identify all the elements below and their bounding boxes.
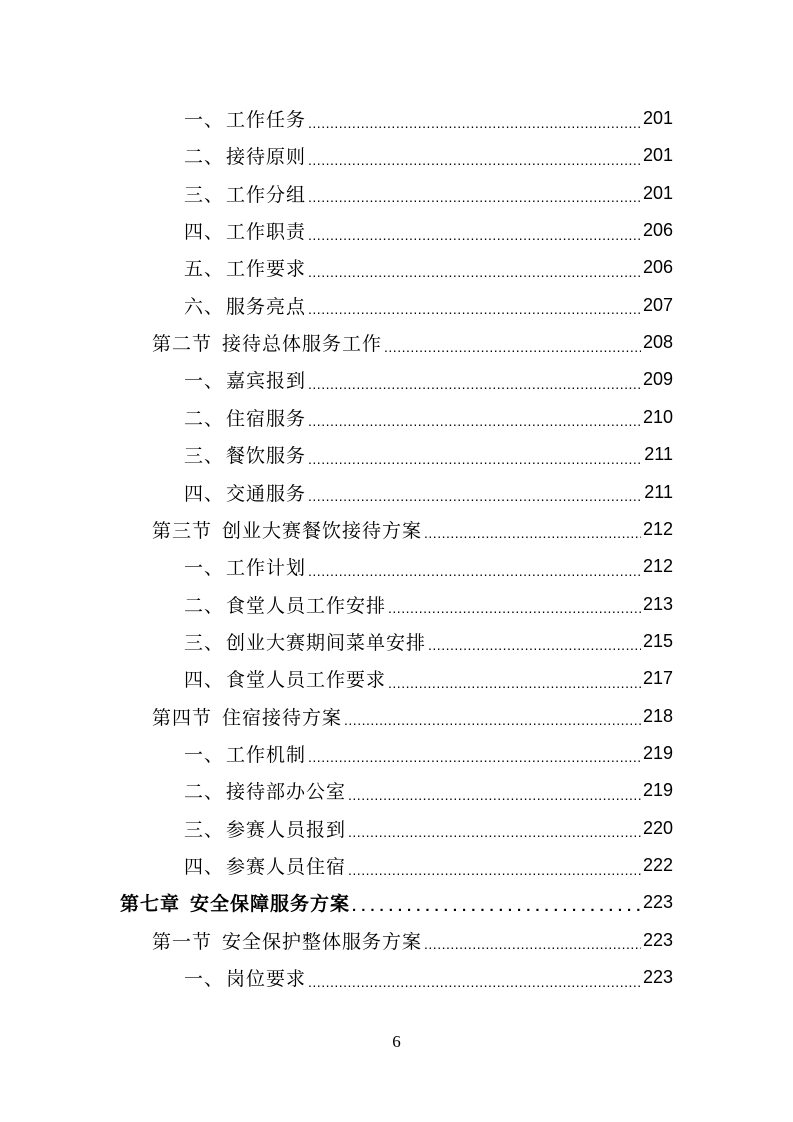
toc-entry-title: 工作分组 [226, 183, 307, 206]
toc-entry-page: 206 [642, 220, 673, 241]
toc-entry-page: 201 [642, 182, 673, 203]
toc-entry-page: 220 [642, 817, 673, 838]
dot-leader [308, 488, 642, 504]
page-number: 6 [392, 1032, 401, 1051]
toc-entry-page: 223 [642, 929, 673, 950]
toc-entry-number: 第一节 [152, 930, 213, 953]
toc-entry-page: 211 [644, 444, 673, 465]
toc-entry[interactable] [152, 698, 673, 735]
toc-entry-page: 212 [642, 556, 673, 577]
toc-entry-page: 210 [642, 406, 673, 427]
dot-leader [308, 264, 641, 280]
toc-entry-title: 工作任务 [226, 109, 307, 131]
toc-entry[interactable] [184, 137, 673, 174]
toc-entry[interactable] [184, 586, 673, 623]
toc-entry-title: 住宿接待方案 [222, 706, 343, 729]
toc-entry-title: 接待部办公室 [226, 781, 347, 804]
toc-entry-page: 215 [642, 630, 673, 651]
toc-entry-number: 三、 [184, 631, 225, 654]
toc-entry-label [184, 366, 306, 393]
dot-leader [308, 749, 641, 765]
toc-entry-number: 一、 [184, 968, 225, 991]
toc-entry-label [184, 815, 346, 842]
toc-entry-label [184, 852, 346, 879]
toc-entry-title: 参赛人员报到 [226, 818, 347, 841]
toc-entry-label [184, 292, 306, 319]
toc-entry-title: 创业大赛期间菜单安排 [226, 631, 427, 654]
toc-entry[interactable] [184, 399, 673, 436]
toc-entry-label [184, 591, 386, 618]
toc-entry-number: 二、 [184, 594, 225, 617]
toc-entry-title: 工作计划 [226, 557, 307, 580]
toc-entry-label [184, 404, 306, 431]
toc-entry-label [184, 105, 306, 132]
toc-entry-number: 三、 [184, 818, 225, 841]
toc-entry-title: 接待总体服务工作 [222, 333, 383, 356]
toc-entry-number: 第七章 [120, 893, 181, 916]
dot-leader [308, 301, 641, 317]
toc-entry-number: 一、 [184, 109, 225, 131]
toc-entry-label [184, 628, 426, 655]
toc-entry[interactable] [184, 548, 673, 585]
toc-entry-label [152, 516, 422, 543]
dot-leader [424, 936, 641, 952]
toc-entry-label [184, 441, 306, 468]
dot-leader [348, 787, 641, 803]
toc-entry[interactable] [152, 511, 673, 548]
toc-entry[interactable] [184, 287, 673, 324]
dot-leader [344, 712, 641, 728]
toc-entry[interactable] [184, 959, 673, 996]
dot-leader [308, 563, 641, 579]
toc-entry[interactable] [152, 324, 673, 361]
toc-entry-number: 第三节 [152, 519, 213, 542]
toc-entry-title: 岗位要求 [226, 968, 307, 991]
toc-entry-label [152, 329, 382, 356]
dot-leader [428, 637, 641, 653]
dot-leader [348, 862, 641, 878]
toc-entry-title: 交通服务 [226, 482, 307, 505]
toc-entry-label [184, 777, 346, 804]
toc-entry-number: 五、 [184, 258, 225, 281]
toc-entry-label [184, 740, 306, 767]
toc-entry-number: 二、 [184, 146, 225, 169]
toc-entry-number: 第二节 [152, 333, 213, 356]
toc-entry-title: 工作职责 [226, 221, 307, 244]
toc-entry[interactable] [184, 361, 673, 398]
dot-leader [308, 227, 641, 243]
toc-entry[interactable] [184, 735, 673, 772]
toc-entry-page: 217 [642, 668, 673, 689]
toc-entry-page: 201 [642, 145, 673, 166]
toc-entry-page: 209 [642, 369, 673, 390]
toc-entry[interactable] [184, 249, 673, 286]
toc-entry-number: 一、 [184, 370, 225, 393]
toc-entry-title: 工作机制 [226, 743, 307, 766]
toc-entry-label [184, 665, 386, 692]
toc-entry[interactable] [184, 847, 673, 884]
dot-leader [308, 115, 641, 131]
toc-entry-number: 三、 [184, 445, 225, 468]
toc-entry[interactable] [184, 623, 673, 660]
toc-entry-number: 四、 [184, 221, 225, 244]
toc-entry-title: 接待原则 [226, 146, 307, 169]
dot-leader [308, 152, 641, 168]
toc-entry-number: 四、 [184, 856, 225, 878]
toc-entry-title: 创业大赛餐饮接待方案 [222, 519, 423, 542]
toc-entry-number: 四、 [184, 669, 225, 692]
toc-entry[interactable] [184, 436, 673, 473]
dot-leader [388, 675, 641, 691]
toc-entry[interactable] [184, 772, 673, 809]
toc-entry-number: 六、 [184, 295, 225, 318]
toc-entry-page: 206 [642, 257, 673, 278]
toc-entry-title: 餐饮服务 [226, 445, 307, 468]
toc-entry-page: 211 [644, 481, 673, 502]
toc-entry-title: 食堂人员工作要求 [226, 669, 387, 692]
toc-entry[interactable] [184, 660, 673, 697]
dot-leader [308, 451, 642, 467]
toc-entry-page: 219 [642, 780, 673, 801]
toc-entry-label [152, 703, 342, 730]
toc-entry-title: 工作要求 [226, 258, 307, 281]
toc-entry-title: 安全保护整体服务方案 [222, 930, 423, 953]
toc-entry-number: 一、 [184, 743, 225, 766]
toc-entry-number: 二、 [184, 407, 225, 430]
toc-entry-page: 223 [642, 967, 673, 988]
toc-entry-title: 食堂人员工作安排 [226, 594, 387, 617]
toc-entry-title: 参赛人员住宿 [226, 856, 347, 878]
toc-entry-page: 213 [642, 593, 673, 614]
toc-entry-label [184, 254, 306, 281]
dot-leader [348, 824, 641, 840]
toc-entry[interactable] [184, 100, 673, 137]
toc-entry-page: 219 [642, 742, 673, 763]
dot-leader [388, 600, 641, 616]
toc-entry[interactable] [184, 175, 673, 212]
toc-entry-title: 住宿服务 [226, 407, 307, 430]
dot-leader [308, 413, 641, 429]
toc-entry[interactable] [184, 474, 673, 511]
toc-entry-label [184, 964, 306, 991]
dot-leader [308, 974, 641, 990]
toc-entry-number: 一、 [184, 557, 225, 580]
toc-entry-label [184, 217, 306, 244]
dot-leader [384, 339, 641, 355]
toc-entry-label [184, 479, 306, 506]
toc-entry-page: 207 [642, 294, 673, 315]
toc-entry-label [184, 180, 306, 207]
toc-entry-title: 安全保障服务方案 [190, 893, 351, 916]
toc-entry[interactable] [152, 922, 673, 959]
toc-entry-label [184, 142, 306, 169]
dot-leader [352, 898, 641, 915]
dot-leader [308, 376, 641, 392]
toc-entry-title: 嘉宾报到 [226, 370, 307, 393]
toc-entry-page: 222 [642, 855, 673, 875]
toc-entry-page: 218 [642, 705, 673, 726]
toc-entry-label [120, 889, 350, 916]
toc-entry-number: 二、 [184, 781, 225, 804]
toc-entry-title: 服务亮点 [226, 295, 307, 318]
toc-entry-number: 三、 [184, 183, 225, 206]
toc-entry[interactable] [120, 884, 673, 921]
dot-leader [308, 189, 641, 205]
toc-entry[interactable] [184, 212, 673, 249]
toc-entry-page: 201 [642, 108, 673, 128]
toc-entry-page: 223 [642, 892, 673, 913]
toc-entry-number: 四、 [184, 482, 225, 505]
toc-entry-page: 208 [642, 332, 673, 353]
toc-entry-number: 第四节 [152, 706, 213, 729]
dot-leader [424, 525, 641, 541]
toc-entry-label [184, 553, 306, 580]
toc-entry-label [152, 927, 422, 954]
toc-entry[interactable] [184, 810, 673, 847]
toc-entry-page: 212 [642, 518, 673, 539]
